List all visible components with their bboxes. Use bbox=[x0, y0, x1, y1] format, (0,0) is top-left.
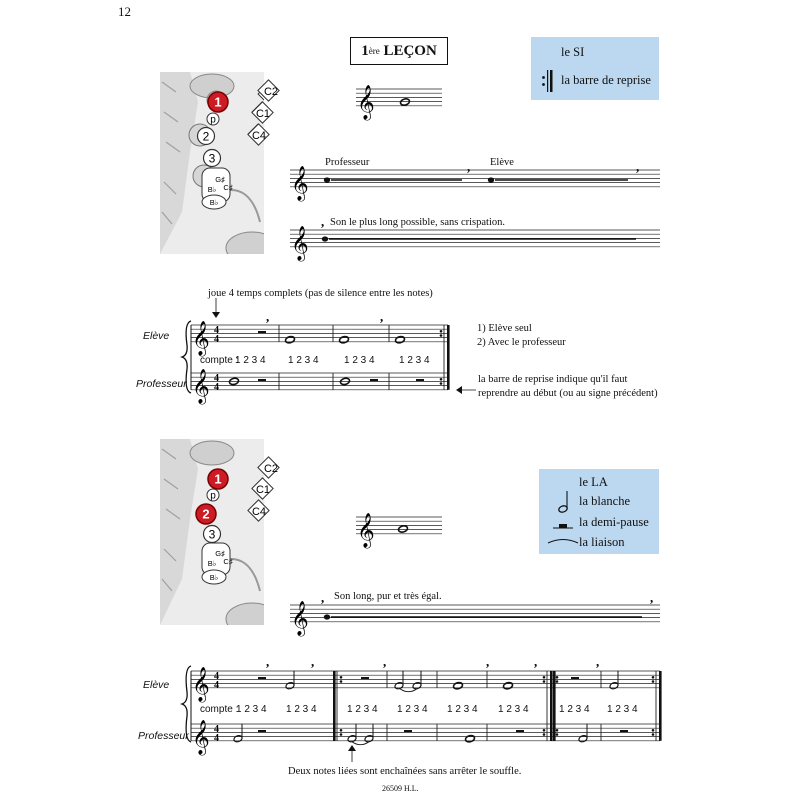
breath-mark: , bbox=[321, 214, 325, 229]
key-p: p bbox=[210, 490, 216, 502]
repeat-dot bbox=[340, 733, 343, 736]
key-c2: C2 bbox=[263, 463, 279, 475]
note-head bbox=[324, 177, 330, 182]
count-measure: 1 2 3 4 bbox=[235, 355, 266, 366]
info-half-rest-label: la demi-pause bbox=[579, 515, 649, 529]
count-label: compte : bbox=[200, 704, 239, 715]
half-note bbox=[394, 682, 404, 690]
key-bb2: B♭ bbox=[209, 198, 219, 207]
repeat-dot bbox=[543, 729, 546, 732]
half-note bbox=[347, 735, 357, 743]
whole-note bbox=[400, 98, 410, 106]
treble-clef: 𝄞 bbox=[357, 512, 375, 548]
staff-label-professeur: Professeur bbox=[136, 378, 187, 390]
annotation-arrowhead bbox=[348, 745, 356, 751]
breath-mark: , bbox=[596, 654, 600, 669]
half-rest bbox=[516, 730, 524, 732]
count-measure: 1 2 3 4 bbox=[498, 704, 529, 715]
repeat-dot bbox=[543, 680, 546, 683]
breath-mark: , bbox=[266, 654, 270, 669]
whole-note bbox=[285, 336, 295, 344]
repeat-dot bbox=[543, 676, 546, 679]
repeat-dot bbox=[440, 378, 443, 381]
count-measure: 1 2 3 4 bbox=[399, 355, 430, 366]
breath-mark: , bbox=[467, 159, 471, 174]
time-signature-top: 4 bbox=[214, 324, 219, 336]
time-signature-bottom: 4 bbox=[214, 333, 219, 345]
instruction-long-sound: Son le plus long possible, sans crispation. bbox=[330, 217, 505, 228]
count-measure: 1 2 3 4 bbox=[286, 704, 317, 715]
treble-clef: 𝄞 bbox=[291, 600, 309, 636]
repeat-dot bbox=[440, 382, 443, 385]
repeat-dot bbox=[340, 729, 343, 732]
key-bb2: B♭ bbox=[209, 573, 219, 582]
breath-mark: , bbox=[486, 654, 490, 669]
half-note bbox=[578, 735, 588, 743]
half-rest bbox=[258, 331, 266, 333]
note-avec-professeur: 2) Avec le professeur bbox=[477, 337, 566, 348]
treble-clef: 𝄞 bbox=[192, 666, 210, 702]
key-gs: G♯ bbox=[215, 549, 225, 558]
title-word: LEÇON bbox=[383, 42, 437, 59]
whole-note bbox=[453, 682, 463, 690]
thick-bar-line bbox=[447, 325, 450, 390]
thick-bar-line bbox=[550, 671, 553, 741]
key-3: 3 bbox=[208, 151, 216, 166]
page-number: 12 bbox=[118, 4, 131, 19]
repeat-dot bbox=[652, 729, 655, 732]
count-measure: 1 2 3 4 bbox=[344, 355, 375, 366]
key-cs: C♯ bbox=[223, 557, 233, 566]
breath-mark: , bbox=[311, 654, 315, 669]
repeat-dot bbox=[556, 729, 559, 732]
breath-mark: , bbox=[321, 590, 325, 605]
time-signature-bottom: 4 bbox=[214, 679, 219, 691]
count-measure: 1 2 3 4 bbox=[236, 704, 267, 715]
repeat-dot bbox=[440, 334, 443, 337]
breath-mark: , bbox=[380, 309, 384, 324]
repeat-dot bbox=[340, 680, 343, 683]
count-measure: 1 2 3 4 bbox=[559, 704, 590, 715]
staff-label-eleve: Elève bbox=[143, 679, 170, 691]
note-head bbox=[322, 236, 328, 241]
repeat-dot bbox=[652, 680, 655, 683]
time-signature-bottom: 4 bbox=[214, 732, 219, 744]
treble-clef: 𝄞 bbox=[192, 719, 210, 755]
half-rest bbox=[258, 730, 266, 732]
breath-mark: , bbox=[383, 654, 387, 669]
half-note bbox=[233, 735, 243, 743]
time-signature-bottom: 4 bbox=[214, 381, 219, 393]
info-tie-label: la liaison bbox=[579, 535, 625, 549]
treble-clef: 𝄞 bbox=[192, 320, 210, 356]
time-signature-top: 4 bbox=[214, 372, 219, 384]
whole-note bbox=[398, 525, 408, 533]
repeat-dot bbox=[440, 330, 443, 333]
half-rest bbox=[620, 730, 628, 732]
footer-code: 26509 H.L. bbox=[382, 784, 419, 793]
label-eleve: Elève bbox=[490, 157, 514, 168]
breath-mark: , bbox=[266, 309, 270, 324]
half-note bbox=[364, 735, 374, 743]
thick-bar-line bbox=[333, 671, 336, 741]
info-repeat-label: la barre de reprise bbox=[561, 73, 651, 87]
repeat-explanation-1: la barre de reprise indique qu'il faut bbox=[478, 374, 628, 385]
half-note bbox=[412, 682, 422, 690]
annotation-arrowhead bbox=[456, 386, 462, 394]
repeat-dot bbox=[556, 676, 559, 679]
repeat-dot bbox=[652, 733, 655, 736]
key-c1: C1 bbox=[255, 108, 271, 120]
annotation-arrowhead bbox=[212, 312, 220, 318]
key-3: 3 bbox=[208, 527, 216, 542]
note-head bbox=[324, 614, 330, 619]
thick-bar-line bbox=[553, 671, 556, 741]
half-rest bbox=[404, 730, 412, 732]
half-rest bbox=[258, 379, 266, 381]
whole-note bbox=[465, 735, 475, 743]
whole-note bbox=[503, 682, 513, 690]
whole-note bbox=[395, 336, 405, 344]
title-ordinal: 1 bbox=[361, 42, 369, 59]
note-head bbox=[488, 177, 494, 182]
key-c4: C4 bbox=[251, 506, 267, 518]
treble-clef: 𝄞 bbox=[192, 368, 210, 404]
key-2-pressed: 2 bbox=[202, 506, 210, 522]
title-superscript: ère bbox=[368, 46, 380, 56]
note-eleve-seul: 1) Elève seul bbox=[477, 323, 532, 334]
treble-clef: 𝄞 bbox=[357, 84, 375, 120]
staff-label-eleve: Elève bbox=[143, 330, 170, 342]
key-1-pressed: 1 bbox=[214, 94, 222, 110]
info-si-label: le SI bbox=[561, 45, 585, 59]
key-c2: C2 bbox=[263, 86, 279, 98]
half-rest bbox=[571, 677, 579, 679]
key-c1: C1 bbox=[255, 484, 271, 496]
instruction-pure-sound: Son long, pur et très égal. bbox=[334, 591, 442, 602]
count-measure: 1 2 3 4 bbox=[288, 355, 319, 366]
repeat-explanation-2: reprendre au début (ou au signe précédent) bbox=[478, 388, 658, 399]
breath-mark: , bbox=[650, 590, 654, 605]
count-measure: 1 2 3 4 bbox=[347, 704, 378, 715]
key-bb: B♭ bbox=[207, 559, 217, 568]
half-rest bbox=[258, 677, 266, 679]
time-signature-top: 4 bbox=[214, 723, 219, 735]
info-half-note-label: la blanche bbox=[579, 494, 631, 508]
treble-clef: 𝄞 bbox=[291, 165, 309, 201]
count-measure: 1 2 3 4 bbox=[447, 704, 478, 715]
repeat-dot bbox=[556, 680, 559, 683]
key-cs: C♯ bbox=[223, 183, 233, 192]
half-rest bbox=[370, 379, 378, 381]
repeat-dot bbox=[652, 676, 655, 679]
time-signature-top: 4 bbox=[214, 670, 219, 682]
staff-label-professeur: Professeur bbox=[138, 730, 189, 742]
key-1-pressed: 1 bbox=[214, 471, 222, 487]
key-gs: G♯ bbox=[215, 175, 225, 184]
thick-bar-line bbox=[659, 671, 662, 741]
breath-mark: , bbox=[636, 159, 640, 174]
count-measure: 1 2 3 4 bbox=[607, 704, 638, 715]
half-note bbox=[285, 682, 295, 690]
count-measure: 1 2 3 4 bbox=[397, 704, 428, 715]
annotation-four-beats: joue 4 temps complets (pas de silence entre les notes) bbox=[208, 288, 433, 299]
repeat-dot bbox=[340, 676, 343, 679]
half-note bbox=[609, 682, 619, 690]
key-c4: C4 bbox=[251, 130, 267, 142]
whole-note bbox=[339, 336, 349, 344]
info-la-label: le LA bbox=[579, 475, 608, 489]
key-bb: B♭ bbox=[207, 185, 217, 194]
key-p: p bbox=[210, 114, 216, 126]
label-professeur: Professeur bbox=[325, 157, 370, 168]
repeat-dot bbox=[556, 733, 559, 736]
count-label: compte : bbox=[200, 355, 239, 366]
treble-clef: 𝄞 bbox=[291, 225, 309, 261]
repeat-dot bbox=[543, 733, 546, 736]
tie-explanation: Deux notes liées sont enchaînées sans arrêter le souffle. bbox=[288, 766, 522, 777]
half-rest bbox=[361, 677, 369, 679]
key-2: 2 bbox=[202, 129, 210, 144]
breath-mark: , bbox=[534, 654, 538, 669]
half-rest bbox=[416, 379, 424, 381]
